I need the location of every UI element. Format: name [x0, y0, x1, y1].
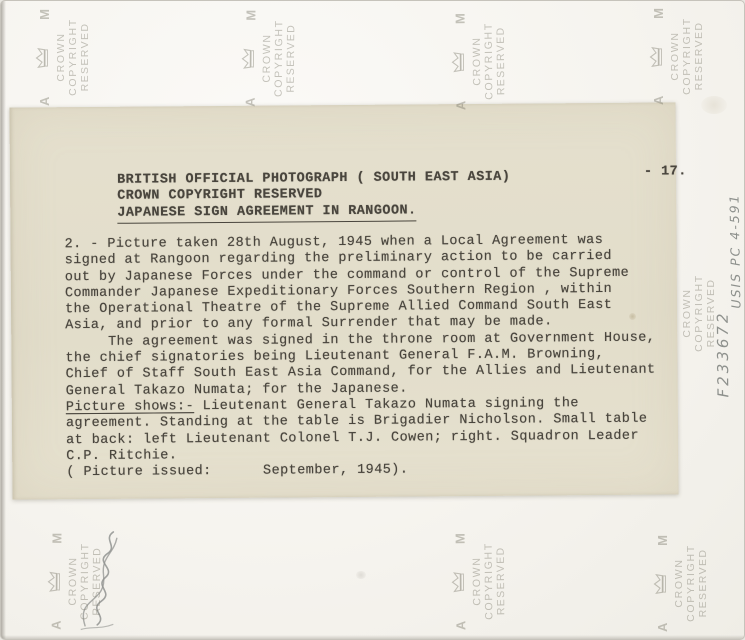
typed-line: the chief signatories being Lieutenant General F.A.M. Browning,: [65, 347, 605, 367]
watermark-stamp: [241, 1, 298, 115]
page-number: - 17.: [643, 164, 687, 180]
stamp-text-reserved: RESERVED: [79, 22, 91, 92]
typed-line: Chief of Staff South East Asia Command, for the Allies and Lieutenant: [65, 362, 656, 383]
typed-line: Commander Japanese Expeditionary Forces Southern Region , within: [64, 281, 613, 302]
stamp-crown-row: [35, 0, 53, 114]
watermark-stamp: [451, 4, 508, 118]
stamp-letter-a: A: [36, 95, 52, 106]
stamp-text-reserved: RESERVED: [90, 546, 104, 616]
stamp-text-reserved: RESERVED: [494, 26, 508, 96]
stamp-text-reserved: RESERVED: [697, 548, 709, 618]
stamp-letter-m: M: [650, 7, 666, 19]
crown-icon: [649, 45, 667, 69]
signature-scribble-icon: [70, 521, 130, 640]
watermark-stamp: [451, 524, 508, 638]
stamp-letter-a: A: [48, 619, 64, 630]
header-copyright-line: CROWN COPYRIGHT RESERVED: [117, 187, 323, 205]
typed-line: General Takazo Numata; for the Japanese.: [65, 381, 408, 399]
typed-header: [117, 170, 511, 224]
stamp-text-reserved: RESERVED: [705, 278, 717, 348]
crown-icon: [451, 50, 469, 74]
stamp-crown-row: [241, 1, 260, 115]
stamp-letter-a: A: [650, 94, 666, 105]
typed-line: out by Japanese Forces under the command or control of the Supreme: [64, 265, 630, 285]
typed-line: signed at Rangoon regarding the preliminary action to be carried: [64, 249, 613, 269]
typed-line: ( Picture issued: September, 1945).: [66, 462, 409, 481]
crown-icon: [653, 572, 671, 596]
stamp-text-crown-copyright: CROWN COPYRIGHT: [260, 19, 286, 98]
typed-line: 2. - Picture taken 28th August, 1945 when a Local Agreement was: [64, 232, 604, 253]
stamp-text-reserved: RESERVED: [284, 23, 298, 93]
stamp-text-crown-copyright: CROWN COPYRIGHT: [470, 542, 496, 620]
stamp-text-crown-copyright: CROWN COPYRIGHT: [669, 17, 693, 95]
stamp-letter-m: M: [654, 534, 670, 546]
stamp-crown-row: [47, 524, 66, 638]
stamp-text-reserved: RESERVED: [494, 546, 508, 616]
watermark-stamp: [649, 0, 705, 113]
crown-icon: [47, 569, 65, 593]
typed-line: The agreement was signed in the throne room at Government House,: [65, 330, 656, 350]
stamp-letter-a: A: [452, 619, 468, 631]
stamp-crown-row: [653, 526, 671, 640]
stamp-letter-a: A: [654, 621, 670, 632]
crown-icon: [241, 46, 259, 70]
header-agency-line: BRITISH OFFICIAL PHOTOGRAPH ( SOUTH EAST ASIA): [116, 169, 511, 188]
crown-icon: [451, 570, 469, 594]
typed-line: Asia, and prior to any formal Surrender that may be made.: [65, 314, 553, 334]
stamp-letter-m: M: [242, 8, 258, 21]
typed-line: Picture shows:- Lieutenant General Takazo Numata signing the: [65, 396, 579, 416]
stamp-text-crown-copyright: CROWN COPYRIGHT: [681, 274, 705, 352]
caption-slip: [9, 99, 687, 499]
watermark-stamp: [653, 526, 709, 640]
stamp-letter-m: M: [36, 8, 52, 20]
stamp-text-crown-copyright: CROWN COPYRIGHT: [673, 544, 697, 622]
stamp-crown-row: [649, 0, 667, 113]
age-spot: [701, 96, 727, 114]
typed-line: the Operational Theatre of the Supreme Allied Command South East: [65, 298, 613, 318]
stamp-letter-m: M: [452, 532, 468, 545]
stamp-letter-m: M: [48, 531, 64, 544]
stamp-text-crown-copyright: CROWN COPYRIGHT: [470, 22, 496, 100]
picture-shows-label: Picture shows:-: [65, 399, 195, 416]
watermark-stamp: [35, 0, 91, 114]
stamp-text-crown-copyright: CROWN COPYRIGHT: [66, 542, 92, 621]
age-spot: [356, 571, 366, 579]
crown-icon: [35, 46, 53, 70]
stamp-text-crown-copyright: CROWN COPYRIGHT: [55, 18, 79, 96]
stamp-letter-a: A: [452, 99, 468, 111]
caption-title: JAPANESE SIGN AGREEMENT IN RANGOON.: [117, 203, 416, 224]
stamp-letter-a: A: [242, 96, 258, 107]
handwritten-negative-number: F233672: [713, 310, 733, 398]
stamp-crown-row: [451, 4, 470, 118]
stamp-letter-m: M: [452, 12, 468, 25]
typed-line: agreement. Standing at the table is Brigadier Nicholson. Small table: [65, 411, 648, 432]
handwritten-reference-code: USIS PC 4-591: [726, 193, 744, 309]
typed-line: at back: left Lieutenant Colonel T.J. Cowen; right. Squadron Leader: [66, 428, 640, 448]
typed-line: C.P. Ritchie.: [66, 448, 178, 465]
stamp-text-reserved: RESERVED: [693, 21, 705, 91]
typed-body: [64, 233, 656, 482]
stamp-crown-row: [451, 524, 470, 638]
